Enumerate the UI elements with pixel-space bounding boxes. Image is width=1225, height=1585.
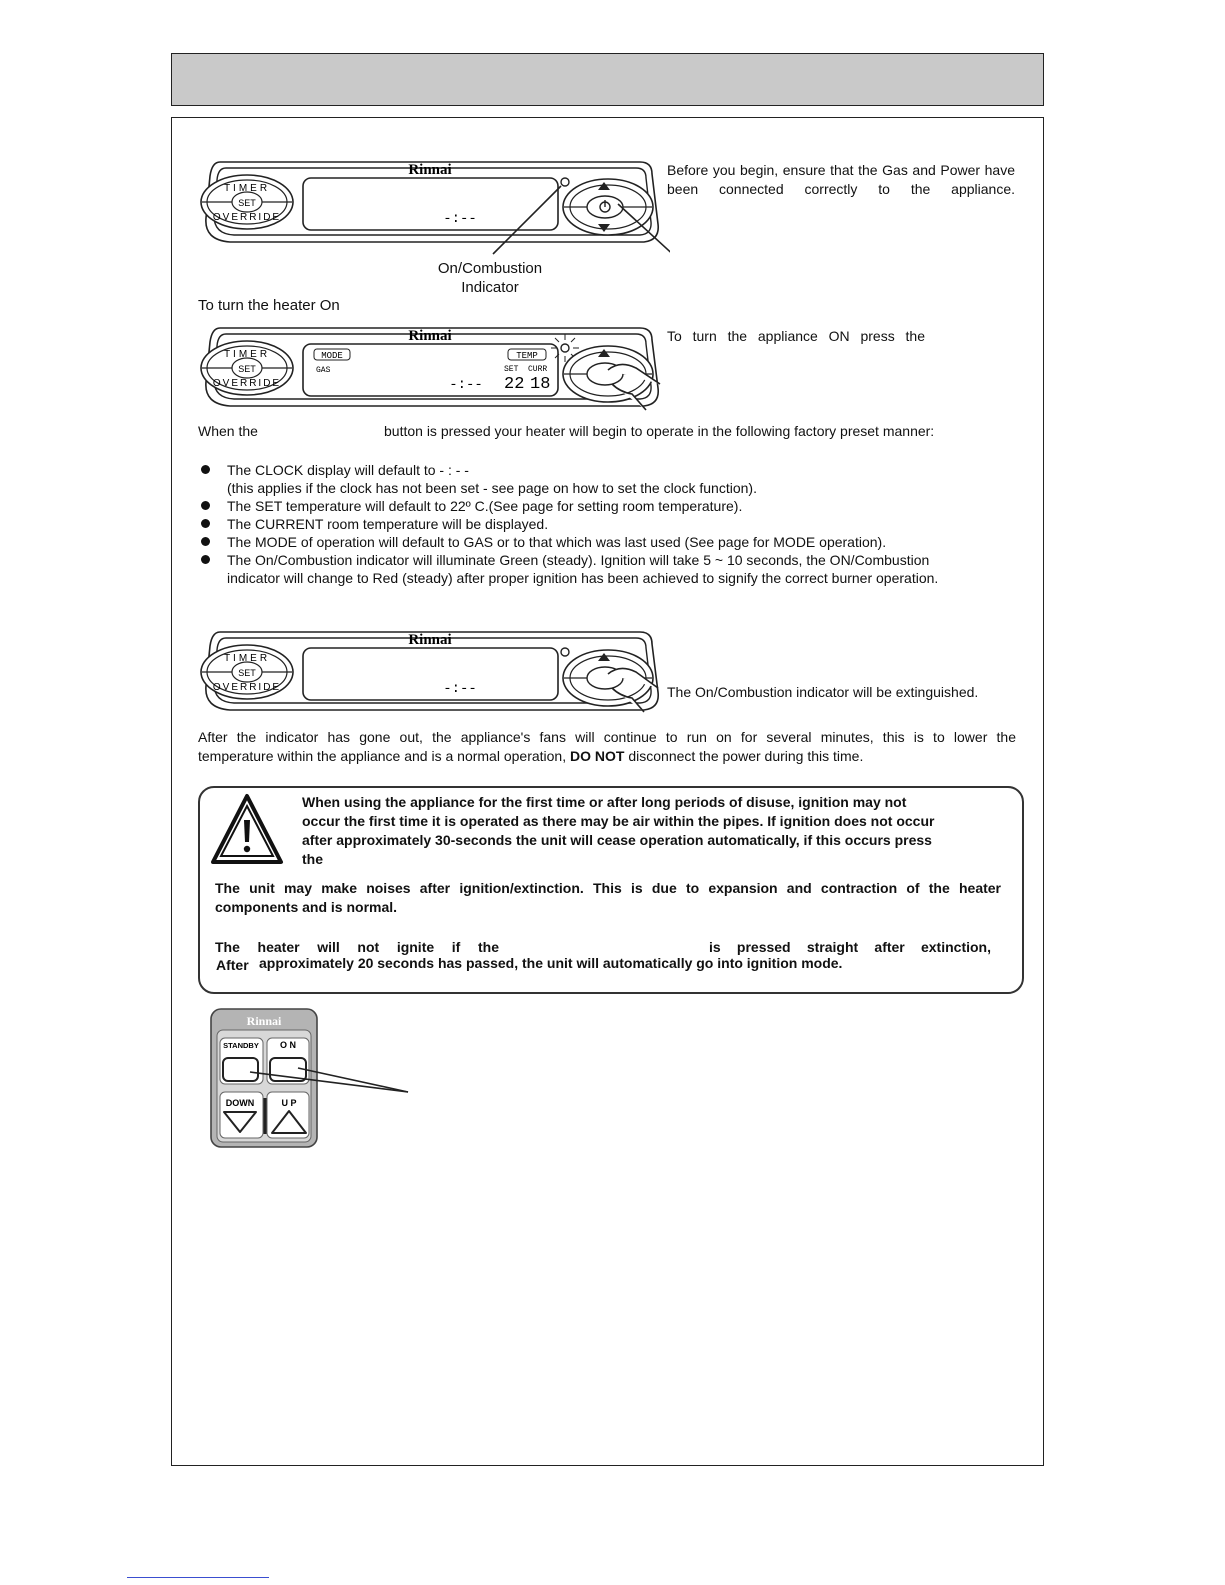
brand-logo: Rinnai [408, 632, 452, 648]
warning-noise [215, 879, 1001, 917]
list-item-line: The CURRENT room temperature will be displayed. [227, 516, 549, 532]
warning-ignite-line1-end: is pressed straight after extinction, [709, 939, 991, 955]
list-item-line: The CLOCK display will default to - : - - [227, 462, 469, 478]
up-button [267, 1092, 309, 1138]
clock-display: -:-- [443, 211, 477, 227]
brand-logo: Rinnai [408, 328, 452, 344]
list-item [201, 533, 1011, 551]
extinguished-text: The On/Combustion indicator will be extinguished. [667, 684, 979, 700]
timer-label: TIMER [223, 349, 271, 360]
turn-on-instruction: To turn the appliance ON press the [667, 328, 925, 344]
indicator-caption-line1: On/Combustion [437, 260, 543, 277]
list-item [201, 515, 1011, 533]
combustion-indicator-light [561, 178, 569, 186]
after-line2-start: temperature within the appliance and is a normal operation, [198, 748, 567, 764]
warning-line: When using the appliance for the first time or after long periods of disuse, ignition may not [302, 794, 907, 810]
power-button-group [563, 179, 653, 235]
on-label: O N [279, 1040, 297, 1050]
curr-temp-label: CURR [528, 365, 548, 374]
down-label: DOWN [225, 1098, 255, 1108]
section-header-bar [171, 53, 1044, 106]
after-line2-bold: DO NOT [570, 748, 625, 764]
standby-button [220, 1038, 263, 1084]
timer-set-dial [201, 175, 293, 229]
list-item [201, 551, 1011, 587]
down-button [220, 1092, 263, 1138]
lcd-display [303, 648, 558, 700]
warning-line: after approximately 30-seconds the unit will cease operation automatically, if this occurs press [302, 832, 932, 848]
set-label: SET [238, 198, 256, 208]
set-temp-label: SET [504, 365, 519, 374]
lcd-display [303, 178, 558, 230]
after-line2-end: disconnect the power during this time. [628, 748, 864, 764]
remote-brand: Rinnai [246, 1014, 282, 1028]
warning-line: occur the first time it is operated as there may be air within the pipes. If ignition does not occur [302, 813, 935, 829]
intro-text: Before you begin, ensure that the Gas and Power have been connected correctly to the appliance. [667, 162, 1015, 197]
override-label: OVERRIDE [212, 378, 282, 389]
brand-logo: Rinnai [408, 162, 452, 178]
list-item-line: The MODE of operation will default to GAS or to that which was last used (See page for MODE operation). [227, 534, 887, 550]
timer-set-dial [201, 341, 293, 395]
mode-badge-text: MODE [321, 351, 343, 361]
indicator-caption-line2: Indicator [461, 279, 519, 296]
set-temp-value: 22 [504, 375, 525, 394]
set-label: SET [238, 668, 256, 678]
warning-noise-line1: The unit may make noises after ignition/extinction. This is due to expansion and contraction of the heater [215, 880, 1001, 896]
list-item-line: The On/Combustion indicator will illuminate Green (steady). Ignition will take 5 ~ 10 seconds, the ON/Combustion [227, 552, 930, 568]
control-panel-on-diagram [200, 322, 670, 414]
list-item [201, 461, 1011, 497]
warning-ignite-line2-start: After [216, 957, 249, 973]
remote-control-diagram [208, 1006, 418, 1152]
list-item-line: indicator will change to Red (steady) after proper ignition has been achieved to signify the correct burner operation. [227, 570, 939, 586]
warning-triangle-icon [209, 792, 285, 866]
warning-line: the [302, 851, 323, 867]
warning-noise-line2: components and is normal. [215, 899, 398, 915]
pressed-sentence-start: When the [198, 423, 258, 439]
after-line1: After the indicator has gone out, the appliance's fans will continue to run on for several minutes, this is to lower the [198, 729, 1016, 745]
timer-label: TIMER [223, 653, 271, 664]
warning-ignite-line1-start: The heater will not ignite if the [215, 939, 499, 955]
clock-display: -:-- [449, 377, 483, 393]
override-label: OVERRIDE [212, 682, 282, 693]
after-line2 [198, 747, 1016, 766]
standby-label: STANDBY [223, 1041, 259, 1050]
override-label: OVERRIDE [212, 212, 282, 223]
clock-display: -:-- [443, 681, 477, 697]
warning-ignite-line2-end: approximately 20 seconds has passed, the unit will automatically go into ignition mode. [259, 955, 843, 971]
warning-first-use [302, 793, 992, 869]
control-panel-off-diagram [200, 626, 670, 718]
list-item [201, 497, 1011, 515]
timer-set-dial [201, 645, 293, 699]
pressed-sentence-end: button is pressed your heater will begin to operate in the following factory preset manner: [384, 423, 935, 439]
up-label: U P [281, 1098, 297, 1108]
footer-link-underline [127, 1577, 269, 1578]
list-item-line: The SET temperature will default to 22º C.(See page for setting room temperature). [227, 498, 743, 514]
mode-value: GAS [316, 366, 331, 375]
indicator-caption [410, 259, 570, 297]
combustion-indicator-light [561, 648, 569, 656]
list-item-line: (this applies if the clock has not been set - see page on how to set the clock function). [227, 480, 757, 496]
temp-badge-text: TEMP [516, 351, 538, 361]
turn-on-heading: To turn the heater On [198, 297, 340, 314]
set-label: SET [238, 364, 256, 374]
timer-label: TIMER [223, 183, 271, 194]
after-paragraph [198, 728, 1016, 766]
default-settings-list [201, 461, 1011, 587]
curr-temp-value: 18 [530, 375, 551, 394]
